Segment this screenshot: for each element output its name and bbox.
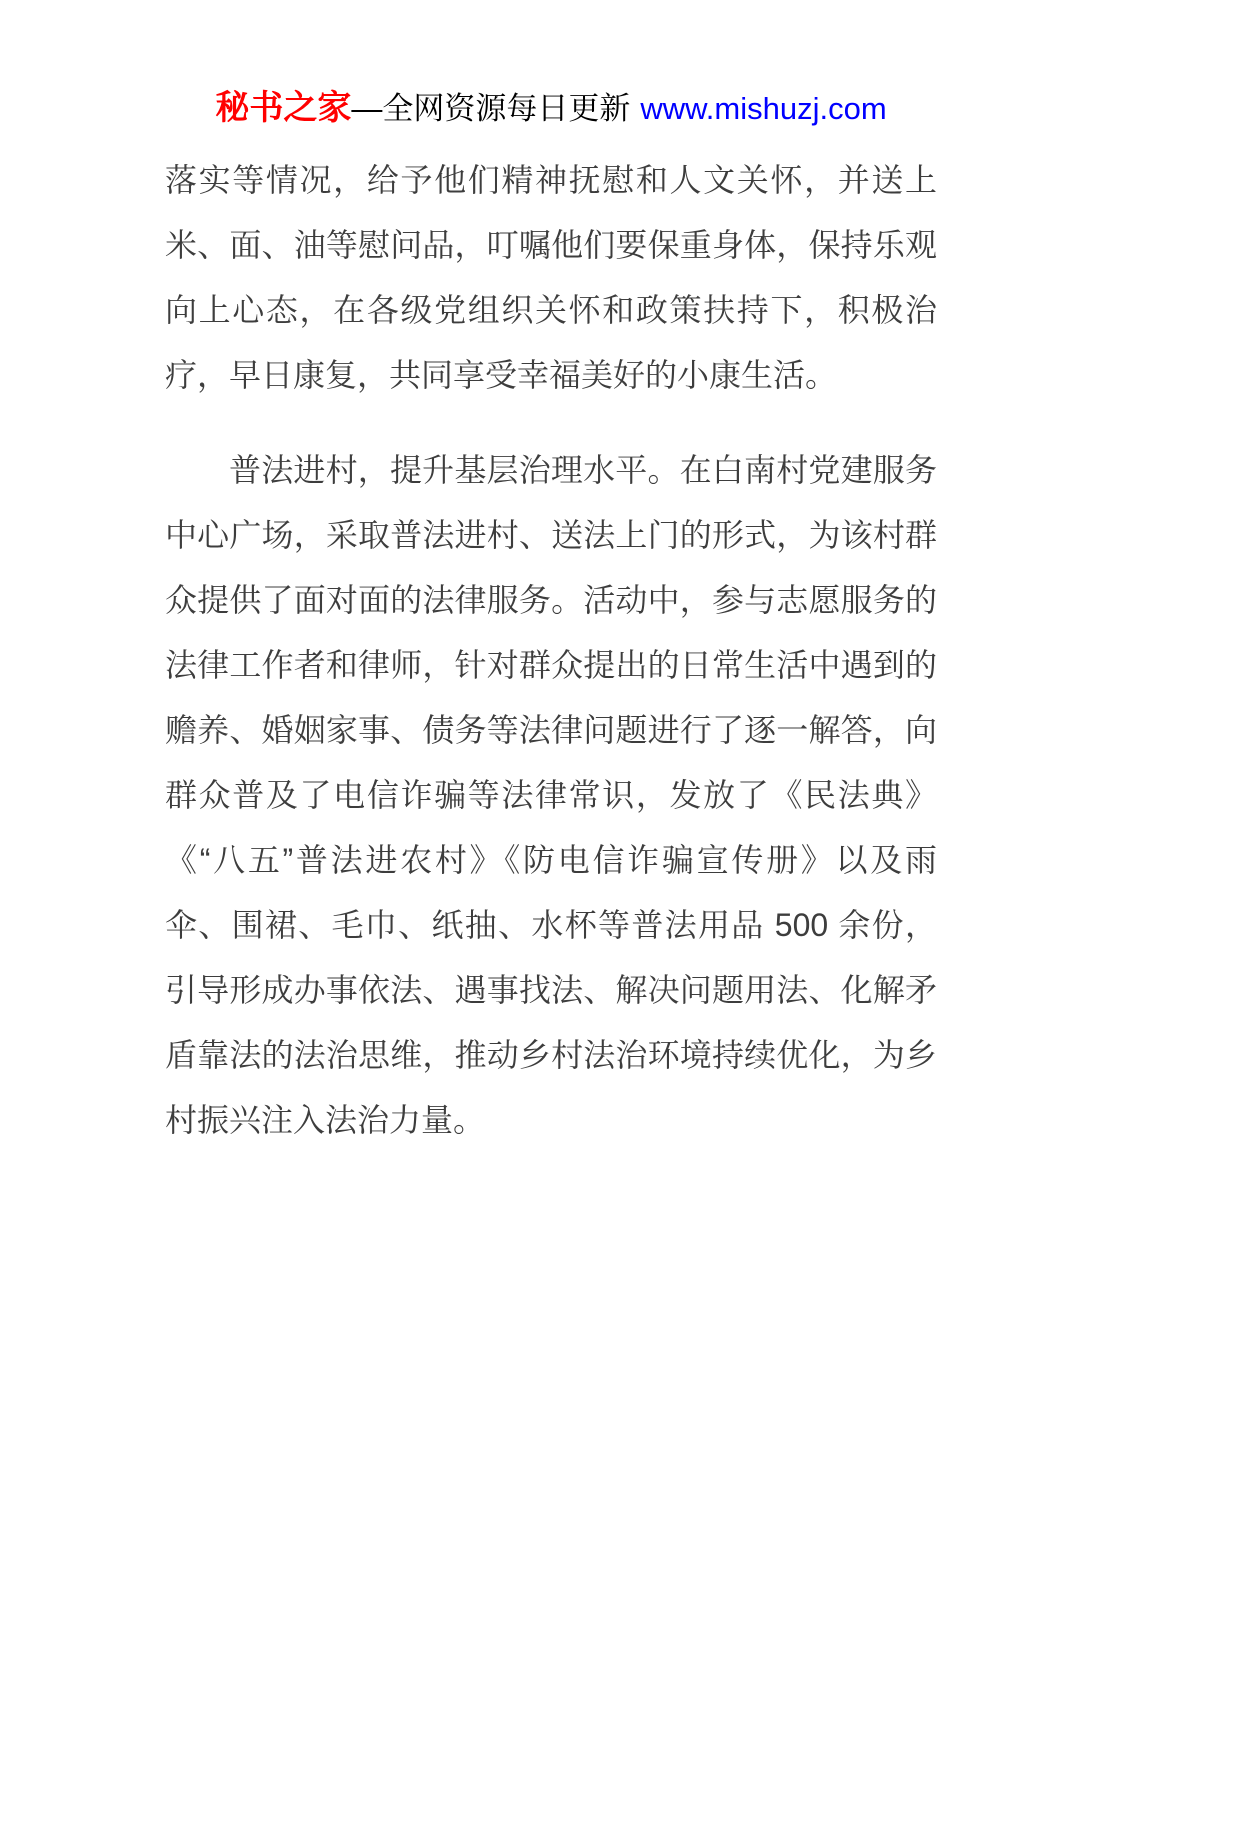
paragraph-continuation: 落实等情况，给予他们精神抚慰和人文关怀，并送上米、面、油等慰问品，叮嘱他们要保重身体，保持乐观向上心态，在各级党组织关怀和政策扶持下，积极治疗，早日康复，共同享受幸福美好的小康生活。 [165, 162, 937, 393]
site-name: 秘书之家 [215, 89, 352, 127]
paragraph: 普法进村，提升基层治理水平。在白南村党建服务中心广场，采取普法进村、送法上门的形式，为该村群众提供了面对面的法律服务。活动中，参与志愿服务的法律工作者和律师，针对群众提出的日常生活中遇到的赡养、婚姻家事、债务等法律问题进行了逐一解答，向群众普及了电信诈骗等法律常识，发放了《民法典》《“八五”普法进农村》《防电信诈骗宣传册》以及雨伞、围裙、毛巾、纸抽、水杯等普法用品 500 余份，引导形成办事依法、遇事找法、解决问题用法、化解矛盾靠法的法治思维，推动乡村法治环境持续优化，为乡村振兴注入法治力量。 [165, 452, 937, 1138]
page-header [165, 86, 937, 137]
site-url-link[interactable]: www.mishuzj.com [640, 91, 887, 126]
site-tagline: —全网资源每日更新 [351, 91, 631, 126]
document-body [165, 148, 937, 1153]
document-page [0, 86, 1240, 1840]
